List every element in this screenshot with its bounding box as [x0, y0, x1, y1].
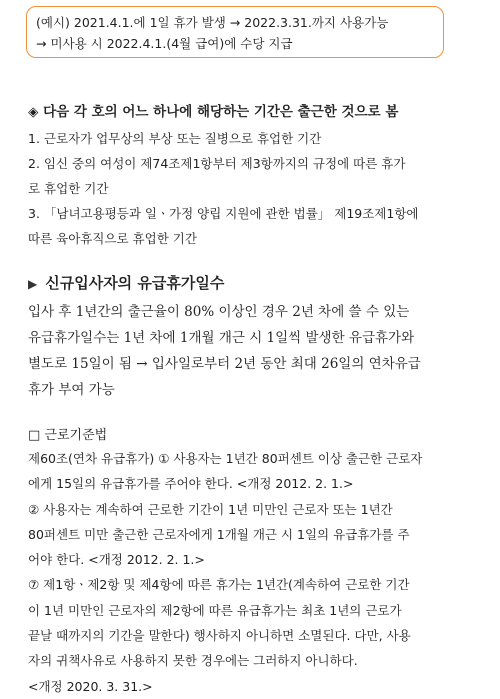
law-line: 끝날 때까지의 기간을 말한다) 행사하지 아니하면 소멸된다. 다만, 사용	[28, 628, 411, 644]
list-item: 로 휴업한 기간	[28, 181, 109, 196]
example-line-1: (예시) 2021.4.1.에 1일 휴가 발생 → 2022.3.31.까지 사용가능	[36, 15, 389, 30]
list-item: 따른 육아휴직으로 휴업한 기간	[28, 231, 197, 246]
law-line: 에게 15일의 유급휴가를 주어야 한다. <개정 2012. 2. 1.>	[28, 476, 354, 492]
law-line: 자의 귀책사유로 사용하지 못한 경우에는 그러하지 아니하다.	[28, 653, 358, 669]
paragraph-line: 유급휴가일수는 1년 차에 1개월 개근 시 1일씩 발생한 유급휴가와	[28, 330, 415, 346]
triangle-bullet-icon: ▶	[28, 277, 38, 291]
section-title	[28, 272, 224, 293]
law-text	[28, 446, 478, 699]
law-line: <개정 2020. 3. 31.>	[28, 678, 153, 694]
paragraph-line: 휴가 부여 가능	[28, 382, 115, 398]
example-line-2: → 미사용 시 2022.4.1.(4월 급여)에 수당 지급	[36, 36, 293, 51]
attendance-heading: ◈ 다음 각 호의 어느 하나에 해당하는 기간은 출근한 것으로 봄	[28, 104, 399, 120]
new-employee-paragraph	[28, 299, 478, 403]
paragraph-line: 입사 후 1년간의 출근율이 80% 이상인 경우 2년 차에 쓸 수 있는	[28, 304, 410, 320]
law-title: □ 근로기준법	[28, 428, 108, 443]
attendance-list	[28, 126, 468, 251]
section-title-text: 신규입사자의 유급휴가일수	[45, 274, 225, 292]
law-line: 제60조(연차 유급휴가) ① 사용자는 1년간 80퍼센트 이상 출근한 근로자	[28, 451, 423, 466]
law-line: 어야 한다. <개정 2012. 2. 1.>	[28, 552, 205, 568]
law-line: 80퍼센트 미만 출근한 근로자에게 1개월 개근 시 1일의 유급휴가를 주	[28, 526, 410, 542]
paragraph-line: 별도로 15일이 됨 → 입사일로부터 2년 동안 최대 26일의 연차유급	[28, 356, 421, 372]
law-line: ② 사용자는 계속하여 근로한 기간이 1년 미만인 근로자 또는 1년간	[28, 501, 393, 517]
law-line: ⑦ 제1항ㆍ제2항 및 제4항에 따른 휴가는 1년간(계속하여 근로한 기간	[28, 577, 410, 593]
list-item: 2. 임신 중의 여성이 제74조제1항부터 제3항까지의 규정에 따른 휴가	[28, 156, 406, 171]
list-item: 3. 「남녀고용평등과 일ㆍ가정 양립 지원에 관한 법률」 제19조제1항에	[28, 206, 419, 221]
law-line: 이 1년 미만인 근로자의 제2항에 따른 유급휴가는 최초 1년의 근로가	[28, 602, 402, 618]
example-callout-box	[26, 6, 444, 58]
list-item: 1. 근로자가 업무상의 부상 또는 질병으로 휴업한 기간	[28, 131, 322, 146]
